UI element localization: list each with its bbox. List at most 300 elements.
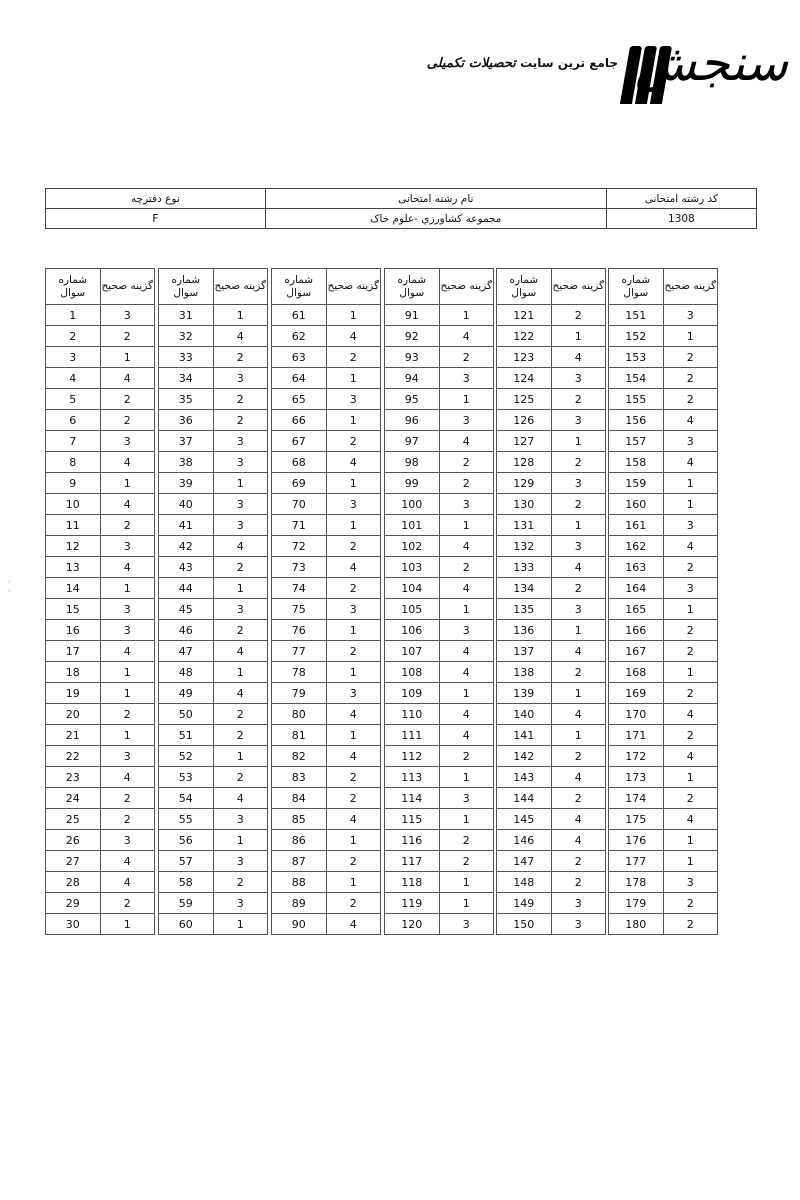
- question-number: 48: [159, 662, 214, 683]
- question-number: 94: [385, 368, 440, 389]
- correct-option: 2: [551, 389, 605, 410]
- question-number: 90: [272, 914, 327, 935]
- answer-row: [385, 431, 494, 452]
- question-number: 89: [272, 893, 327, 914]
- correct-option: 2: [100, 893, 154, 914]
- logo-tagline-prefix: جامع ترین سایت: [520, 56, 618, 70]
- answer-row: [46, 389, 155, 410]
- correct-option: 2: [663, 683, 717, 704]
- question-number: 97: [385, 431, 440, 452]
- question-number: 21: [46, 725, 101, 746]
- question-number: 63: [272, 347, 327, 368]
- question-number: 136: [497, 620, 552, 641]
- answer-row: [385, 515, 494, 536]
- answer-row: [609, 389, 718, 410]
- question-number: 138: [497, 662, 552, 683]
- correct-option: 2: [100, 389, 154, 410]
- answer-row: [497, 641, 606, 662]
- answer-block-header-row: [159, 269, 268, 305]
- question-number: 50: [159, 704, 214, 725]
- question-number: 133: [497, 557, 552, 578]
- correct-option: 2: [439, 851, 493, 872]
- question-number: 124: [497, 368, 552, 389]
- correct-option: 3: [551, 473, 605, 494]
- correct-option: 3: [663, 305, 717, 326]
- correct-option: 2: [213, 872, 267, 893]
- correct-option-header: گزینه صحیح: [326, 269, 380, 305]
- question-number: 41: [159, 515, 214, 536]
- correct-option: 4: [663, 809, 717, 830]
- answer-row: [497, 368, 606, 389]
- correct-option: 2: [100, 410, 154, 431]
- answer-row: [609, 368, 718, 389]
- correct-option: 1: [326, 662, 380, 683]
- correct-option-header: گزینه صحیح: [213, 269, 267, 305]
- answer-row: [46, 767, 155, 788]
- correct-option: 4: [100, 368, 154, 389]
- answer-row: [497, 473, 606, 494]
- answer-row: [609, 704, 718, 725]
- correct-option: 4: [213, 683, 267, 704]
- correct-option: 1: [439, 305, 493, 326]
- question-number: 83: [272, 767, 327, 788]
- correct-option: 4: [100, 557, 154, 578]
- correct-option: 1: [439, 389, 493, 410]
- question-number: 26: [46, 830, 101, 851]
- correct-option: 3: [213, 368, 267, 389]
- question-number: 24: [46, 788, 101, 809]
- question-number: 128: [497, 452, 552, 473]
- correct-option: 2: [326, 788, 380, 809]
- answer-row: [46, 893, 155, 914]
- answer-row: [46, 851, 155, 872]
- answer-row: [609, 851, 718, 872]
- question-number: 51: [159, 725, 214, 746]
- answer-row: [159, 788, 268, 809]
- answer-block-header-row: [272, 269, 381, 305]
- question-number: 74: [272, 578, 327, 599]
- correct-option-header: گزینه صحیح: [663, 269, 717, 305]
- answer-row: [609, 515, 718, 536]
- question-number: 32: [159, 326, 214, 347]
- question-number: 115: [385, 809, 440, 830]
- question-number: 156: [609, 410, 664, 431]
- correct-option: 4: [439, 641, 493, 662]
- correct-option: 4: [100, 494, 154, 515]
- correct-option: 1: [439, 767, 493, 788]
- correct-option: 2: [326, 851, 380, 872]
- question-number: 109: [385, 683, 440, 704]
- answer-row: [159, 473, 268, 494]
- correct-option: 2: [326, 641, 380, 662]
- answer-row: [385, 641, 494, 662]
- correct-option: 4: [663, 704, 717, 725]
- correct-option: 1: [663, 662, 717, 683]
- answer-row: [159, 725, 268, 746]
- sanjesh-logo: [426, 28, 788, 108]
- question-number: 80: [272, 704, 327, 725]
- answer-row: [497, 578, 606, 599]
- correct-option: 3: [213, 494, 267, 515]
- correct-option: 4: [100, 641, 154, 662]
- correct-option: 2: [100, 515, 154, 536]
- answer-row: [272, 809, 381, 830]
- question-number: 73: [272, 557, 327, 578]
- correct-option: 2: [326, 347, 380, 368]
- correct-option: 4: [663, 746, 717, 767]
- answer-row: [159, 431, 268, 452]
- question-number: 11: [46, 515, 101, 536]
- correct-option: 3: [326, 389, 380, 410]
- exam-info-header-row: [46, 189, 757, 209]
- question-number: 49: [159, 683, 214, 704]
- answer-row: [159, 809, 268, 830]
- question-number: 114: [385, 788, 440, 809]
- correct-option: 1: [213, 746, 267, 767]
- correct-option: 1: [663, 599, 717, 620]
- question-number: 57: [159, 851, 214, 872]
- question-number: 171: [609, 725, 664, 746]
- correct-option: 2: [663, 557, 717, 578]
- answer-row: [497, 515, 606, 536]
- correct-option: 4: [326, 704, 380, 725]
- question-number: 85: [272, 809, 327, 830]
- question-number: 13: [46, 557, 101, 578]
- correct-option: 2: [213, 347, 267, 368]
- answer-row: [385, 389, 494, 410]
- question-number: 20: [46, 704, 101, 725]
- question-number: 7: [46, 431, 101, 452]
- question-number: 122: [497, 326, 552, 347]
- correct-option: 1: [551, 620, 605, 641]
- answer-row: [385, 809, 494, 830]
- answer-row: [272, 830, 381, 851]
- answer-row: [46, 494, 155, 515]
- answer-row: [497, 389, 606, 410]
- answer-row: [272, 662, 381, 683]
- question-number: 169: [609, 683, 664, 704]
- correct-option: 2: [326, 536, 380, 557]
- correct-option: 1: [326, 410, 380, 431]
- correct-option: 4: [439, 578, 493, 599]
- answer-row: [272, 767, 381, 788]
- correct-option: 1: [439, 599, 493, 620]
- answer-row: [385, 914, 494, 935]
- answer-row: [46, 872, 155, 893]
- correct-option: 2: [439, 746, 493, 767]
- answer-row: [46, 473, 155, 494]
- question-number: 72: [272, 536, 327, 557]
- correct-option: 1: [326, 473, 380, 494]
- correct-option: 2: [663, 788, 717, 809]
- question-number: 71: [272, 515, 327, 536]
- correct-option: 1: [326, 830, 380, 851]
- question-number: 96: [385, 410, 440, 431]
- answer-row: [385, 305, 494, 326]
- correct-option: 2: [551, 452, 605, 473]
- question-number: 176: [609, 830, 664, 851]
- answer-row: [46, 347, 155, 368]
- question-number: 143: [497, 767, 552, 788]
- answer-row: [497, 830, 606, 851]
- question-number: 120: [385, 914, 440, 935]
- answer-row: [159, 830, 268, 851]
- correct-option: 2: [551, 662, 605, 683]
- correct-option: 4: [439, 536, 493, 557]
- answer-block: [384, 268, 494, 935]
- answer-block-header-row: [46, 269, 155, 305]
- correct-option: 1: [326, 872, 380, 893]
- question-number-header: شماره سوال: [385, 269, 440, 305]
- correct-option: 4: [439, 662, 493, 683]
- answer-row: [497, 557, 606, 578]
- question-number: 78: [272, 662, 327, 683]
- answer-block: [45, 268, 155, 935]
- correct-option: 3: [551, 410, 605, 431]
- correct-option: 3: [213, 452, 267, 473]
- question-number: 155: [609, 389, 664, 410]
- correct-option: 4: [439, 704, 493, 725]
- correct-option: 4: [100, 767, 154, 788]
- correct-option: 3: [213, 809, 267, 830]
- correct-option: 1: [663, 494, 717, 515]
- answer-row: [385, 599, 494, 620]
- correct-option: 1: [100, 725, 154, 746]
- question-number: 152: [609, 326, 664, 347]
- answer-row: [46, 788, 155, 809]
- question-number: 23: [46, 767, 101, 788]
- correct-option: 1: [100, 578, 154, 599]
- question-number: 119: [385, 893, 440, 914]
- question-number: 5: [46, 389, 101, 410]
- answer-row: [272, 515, 381, 536]
- question-number: 160: [609, 494, 664, 515]
- answer-row: [385, 620, 494, 641]
- correct-option: 4: [551, 641, 605, 662]
- question-number: 102: [385, 536, 440, 557]
- correct-option: 1: [326, 725, 380, 746]
- question-number: 131: [497, 515, 552, 536]
- question-number: 166: [609, 620, 664, 641]
- question-number: 6: [46, 410, 101, 431]
- correct-option: 1: [663, 473, 717, 494]
- question-number: 10: [46, 494, 101, 515]
- answer-row: [159, 893, 268, 914]
- answer-row: [272, 389, 381, 410]
- correct-option: 3: [326, 494, 380, 515]
- question-number: 53: [159, 767, 214, 788]
- question-number: 15: [46, 599, 101, 620]
- correct-option: 3: [100, 599, 154, 620]
- correct-option: 2: [213, 620, 267, 641]
- answer-row: [609, 767, 718, 788]
- question-number: 92: [385, 326, 440, 347]
- answer-row: [497, 704, 606, 725]
- question-number: 36: [159, 410, 214, 431]
- answer-row: [497, 431, 606, 452]
- answer-row: [159, 452, 268, 473]
- correct-option: 4: [551, 557, 605, 578]
- question-number: 104: [385, 578, 440, 599]
- answer-row: [272, 914, 381, 935]
- exam-name-value: مجموعه کشاورزي -علوم خاک: [265, 209, 606, 229]
- correct-option: 3: [326, 683, 380, 704]
- correct-option: 1: [326, 620, 380, 641]
- correct-option: 1: [663, 326, 717, 347]
- answer-row: [609, 557, 718, 578]
- question-number: 170: [609, 704, 664, 725]
- question-number: 25: [46, 809, 101, 830]
- question-number: 33: [159, 347, 214, 368]
- answer-row: [609, 326, 718, 347]
- correct-option: 2: [663, 914, 717, 935]
- question-number: 129: [497, 473, 552, 494]
- question-number: 4: [46, 368, 101, 389]
- answer-row: [609, 410, 718, 431]
- answer-row: [46, 662, 155, 683]
- correct-option: 4: [213, 788, 267, 809]
- logo-tagline-script: تحصیلات تکمیلی: [426, 56, 516, 71]
- correct-option: 3: [100, 620, 154, 641]
- question-number: 137: [497, 641, 552, 662]
- answer-row: [497, 725, 606, 746]
- correct-option: 3: [439, 494, 493, 515]
- answer-row: [385, 473, 494, 494]
- answer-row: [609, 872, 718, 893]
- correct-option: 3: [326, 599, 380, 620]
- answer-row: [159, 914, 268, 935]
- correct-option: 1: [551, 326, 605, 347]
- question-number: 154: [609, 368, 664, 389]
- answer-row: [159, 515, 268, 536]
- question-number: 58: [159, 872, 214, 893]
- correct-option: 4: [213, 641, 267, 662]
- booklet-type-value: F: [46, 209, 266, 229]
- question-number: 164: [609, 578, 664, 599]
- correct-option: 2: [439, 473, 493, 494]
- question-number: 121: [497, 305, 552, 326]
- answer-row: [385, 662, 494, 683]
- correct-option: 4: [100, 851, 154, 872]
- answer-row: [385, 557, 494, 578]
- question-number: 173: [609, 767, 664, 788]
- correct-option: 2: [213, 704, 267, 725]
- correct-option: 1: [100, 347, 154, 368]
- question-number: 159: [609, 473, 664, 494]
- answer-row: [385, 725, 494, 746]
- correct-option: 2: [100, 326, 154, 347]
- question-number: 66: [272, 410, 327, 431]
- question-number: 151: [609, 305, 664, 326]
- correct-option: 3: [439, 368, 493, 389]
- answer-row: [272, 599, 381, 620]
- correct-option: 2: [439, 830, 493, 851]
- question-number: 46: [159, 620, 214, 641]
- correct-option: 4: [439, 431, 493, 452]
- answer-row: [159, 704, 268, 725]
- question-number: 99: [385, 473, 440, 494]
- answer-row: [609, 914, 718, 935]
- question-number: 112: [385, 746, 440, 767]
- correct-option: 1: [439, 683, 493, 704]
- answer-row: [385, 410, 494, 431]
- answer-row: [272, 788, 381, 809]
- question-number: 95: [385, 389, 440, 410]
- question-number: 64: [272, 368, 327, 389]
- correct-option: 1: [213, 473, 267, 494]
- correct-option: 2: [551, 578, 605, 599]
- answer-row: [159, 872, 268, 893]
- question-number: 107: [385, 641, 440, 662]
- correct-option: 3: [213, 431, 267, 452]
- answer-row: [272, 452, 381, 473]
- correct-option: 1: [551, 431, 605, 452]
- answer-row: [497, 746, 606, 767]
- answer-block-header-row: [497, 269, 606, 305]
- answer-row: [497, 683, 606, 704]
- question-number: 180: [609, 914, 664, 935]
- question-number: 177: [609, 851, 664, 872]
- question-number: 44: [159, 578, 214, 599]
- answer-row: [497, 536, 606, 557]
- question-number: 76: [272, 620, 327, 641]
- correct-option: 3: [100, 746, 154, 767]
- question-number: 9: [46, 473, 101, 494]
- answer-row: [159, 410, 268, 431]
- correct-option: 2: [213, 725, 267, 746]
- question-number: 93: [385, 347, 440, 368]
- question-number: 40: [159, 494, 214, 515]
- question-number: 82: [272, 746, 327, 767]
- answer-row: [159, 305, 268, 326]
- logo-brand-name: سنجش: [634, 34, 788, 92]
- answer-row: [46, 305, 155, 326]
- logo-tagline: [426, 56, 618, 71]
- question-number: 69: [272, 473, 327, 494]
- correct-option: 4: [326, 914, 380, 935]
- answer-row: [272, 704, 381, 725]
- correct-option: 3: [439, 914, 493, 935]
- question-number: 29: [46, 893, 101, 914]
- answer-row: [46, 557, 155, 578]
- correct-option: 3: [100, 536, 154, 557]
- question-number: 101: [385, 515, 440, 536]
- answer-row: [497, 851, 606, 872]
- question-number: 81: [272, 725, 327, 746]
- question-number: 134: [497, 578, 552, 599]
- correct-option: 3: [439, 410, 493, 431]
- question-number: 67: [272, 431, 327, 452]
- correct-option: 2: [663, 347, 717, 368]
- answer-row: [159, 578, 268, 599]
- question-number: 65: [272, 389, 327, 410]
- correct-option: 1: [663, 851, 717, 872]
- question-number: 111: [385, 725, 440, 746]
- question-number: 179: [609, 893, 664, 914]
- question-number: 28: [46, 872, 101, 893]
- question-number: 35: [159, 389, 214, 410]
- question-number: 125: [497, 389, 552, 410]
- question-number: 145: [497, 809, 552, 830]
- correct-option: 1: [663, 767, 717, 788]
- answer-row: [46, 641, 155, 662]
- correct-option: 3: [213, 599, 267, 620]
- question-number: 123: [497, 347, 552, 368]
- answer-row: [272, 683, 381, 704]
- correct-option: 1: [326, 368, 380, 389]
- correct-option: 4: [326, 557, 380, 578]
- answer-row: [609, 305, 718, 326]
